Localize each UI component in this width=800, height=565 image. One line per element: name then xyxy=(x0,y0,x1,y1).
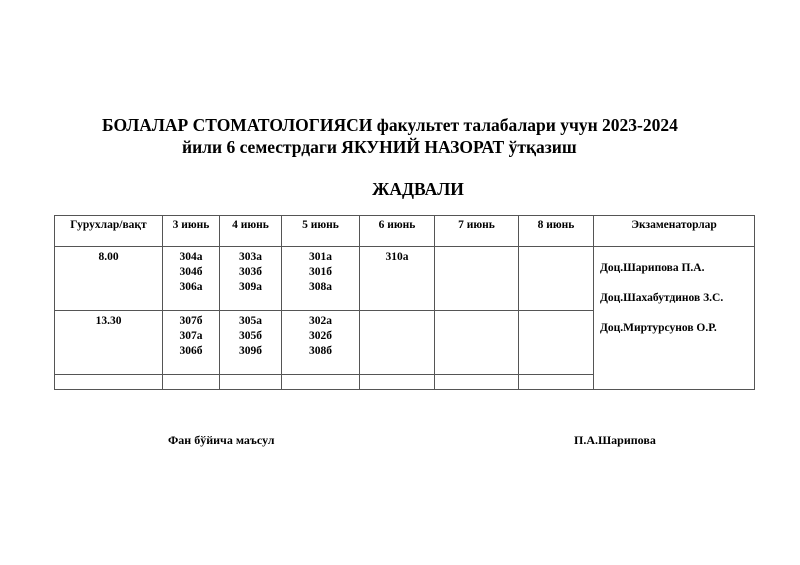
header-june-5: 5 июнь xyxy=(282,216,360,247)
empty-cell xyxy=(220,375,282,390)
empty-cell xyxy=(435,311,519,375)
header-june-6: 6 июнь xyxy=(360,216,435,247)
time-cell: 8.00 xyxy=(55,247,163,311)
groups-cell xyxy=(163,247,220,311)
group-code: 306б xyxy=(179,345,203,357)
group-code: 310а xyxy=(385,251,409,263)
group-code: 303а xyxy=(239,251,262,263)
table-row xyxy=(55,247,755,311)
groups-cell xyxy=(220,311,282,375)
examiners-cell xyxy=(594,247,755,390)
empty-cell xyxy=(282,375,360,390)
group-code: 305б xyxy=(239,330,262,342)
group-code: 301б xyxy=(309,266,332,278)
header-examiners: Экзаменаторлар xyxy=(594,216,755,247)
group-code: 307б xyxy=(179,315,203,327)
empty-cell xyxy=(519,311,594,375)
group-code: 301а xyxy=(309,251,332,263)
group-code: 304а xyxy=(179,251,203,263)
group-code: 302а xyxy=(309,315,332,327)
empty-cell xyxy=(360,311,435,375)
groups-cell xyxy=(220,247,282,311)
examiner-name: Доц.Шахабутдинов З.С. xyxy=(600,292,724,304)
title-line-3: ЖАДВАЛИ xyxy=(372,179,464,199)
examiner-name: Доц.Шарипова П.А. xyxy=(600,262,705,274)
title-line-2: йили 6 семестрдаги ЯКУНИЙ НАЗОРАТ ўтқазиш xyxy=(182,137,577,157)
empty-cell xyxy=(163,375,220,390)
groups-cell xyxy=(282,311,360,375)
groups-cell xyxy=(360,247,435,311)
responsible-label: Фан бўйича маъсул xyxy=(168,433,275,447)
empty-cell xyxy=(435,375,519,390)
group-code: 307а xyxy=(179,330,203,342)
group-code: 309б xyxy=(239,345,262,357)
groups-cell xyxy=(282,247,360,311)
group-code: 306а xyxy=(179,281,203,293)
empty-cell xyxy=(519,375,594,390)
time-cell: 13.30 xyxy=(55,311,163,375)
groups-cell xyxy=(163,311,220,375)
group-code: 303б xyxy=(239,266,262,278)
header-june-7: 7 июнь xyxy=(435,216,519,247)
empty-cell xyxy=(55,375,163,390)
title-line-1: БОЛАЛАР СТОМАТОЛОГИЯСИ факультет талабалари учун 2023-2024 xyxy=(102,115,678,135)
group-code: 304б xyxy=(179,266,203,278)
group-code: 308а xyxy=(309,281,332,293)
empty-cell xyxy=(360,375,435,390)
schedule-table xyxy=(54,215,755,390)
header-june-3: 3 июнь xyxy=(163,216,220,247)
group-code: 305а xyxy=(239,315,262,327)
examiner-name: Доц.Миртурсунов О.Р. xyxy=(600,322,717,334)
header-groups-time: Гурухлар/вақт xyxy=(55,216,163,247)
header-june-4: 4 июнь xyxy=(220,216,282,247)
group-code: 302б xyxy=(309,330,332,342)
table-header-row xyxy=(55,216,755,247)
group-code: 309а xyxy=(239,281,262,293)
empty-cell xyxy=(519,247,594,311)
responsible-name: П.А.Шарипова xyxy=(574,433,656,447)
empty-cell xyxy=(435,247,519,311)
group-code: 308б xyxy=(309,345,332,357)
header-june-8: 8 июнь xyxy=(519,216,594,247)
